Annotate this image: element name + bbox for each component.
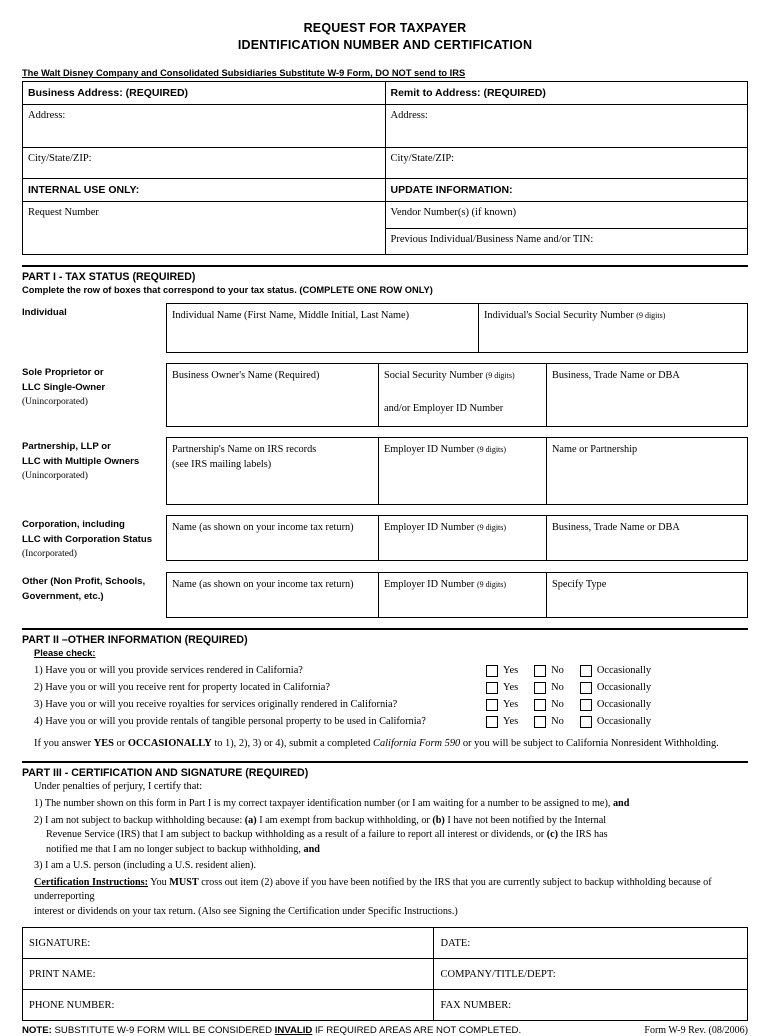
cert-instructions-a: You [148,876,170,888]
certification-item-3: 3) I am a U.S. person (including a U.S. resident alien). [34,860,257,871]
cert-instructions-must: MUST [169,876,199,888]
corporation-name-label: Name (as shown on your income tax return) [172,522,354,533]
option-label-occasionally: Occasionally [596,682,652,693]
label-line2: Government, etc.) [22,591,104,602]
checkbox-icon[interactable] [580,716,592,728]
form-lead-text: The Walt Disney Company and Consolidated Subsidiaries Substitute W-9 Form, DO NOT send to IRS [22,68,466,78]
other-name-field[interactable] [167,573,379,617]
item2-line3-a: notified me that I am no longer subject to backup withholding, [46,843,304,855]
sole-owner-name-label: Business Owner's Name (Required) [172,370,320,381]
question-1-text: 1) Have you or will you provide services rendered in California? [34,665,303,676]
footer-note-b: IF REQUIRED AREAS ARE NOT COMPLETED. [312,1025,522,1036]
question-3-occasionally-option[interactable] [580,696,651,713]
part3-heading: PART III - CERTIFICATION AND SIGNATURE (REQUIRED) [22,767,309,779]
form-title-line1: REQUEST FOR TAXPAYER [303,21,467,35]
question-4-no-option[interactable] [534,713,564,730]
corporation-ein-digits: (9 digits) [476,523,507,532]
part1-subheading: Complete the row of boxes that correspond to your tax status. (COMPLETE ONE ROW ONLY) [22,285,433,295]
business-address-field[interactable]: Address: [23,105,386,148]
item1-and: and [612,798,630,809]
question-4-yes-option[interactable] [486,713,518,730]
label-line1: Other (Non Profit, Schools, [22,576,146,587]
label-line1: Individual [22,307,67,318]
corporation-dba-label: Business, Trade Name or DBA [552,522,680,533]
checkbox-icon[interactable] [534,716,546,728]
other-ein-digits: (9 digits) [476,580,507,589]
label-line2: LLC Single-Owner [22,382,106,393]
item2-line3 [34,843,748,858]
option-label-yes: Yes [503,716,519,727]
option-label-occasionally: Occasionally [596,716,652,727]
certification-instructions [22,876,748,920]
tax-status-label-corporation [22,515,166,562]
footer-note-a: SUBSTITUTE W-9 FORM WILL BE CONSIDERED [51,1025,275,1036]
tax-status-boxes-corporation [166,515,748,561]
option-label-no: No [551,716,564,727]
item2-line2 [34,828,748,843]
part3-divider [22,761,748,763]
item1-text: 1) The number shown on this form in Part I is my correct taxpayer identification number (or I am waiting for a number to be assigned to me), [34,798,613,809]
tax-status-label-other [22,572,166,618]
checkbox-icon[interactable] [534,682,546,694]
question-3-yes-option[interactable] [486,696,518,713]
label-line1: Partnership, LLP or [22,441,111,452]
checkbox-icon[interactable] [580,699,592,711]
footnote-yes: YES [93,738,114,749]
sole-ssn-digits: (9 digits) [485,371,515,380]
checkbox-icon[interactable] [534,665,546,677]
individual-ssn-label: Individual's Social Security Number [484,310,637,321]
footnote-form-name: California Form 590 [373,738,461,749]
partnership-ein-digits: (9 digits) [476,445,507,454]
certification-item-2 [22,814,748,858]
label-line2: LLC with Multiple Owners [22,456,140,467]
individual-name-field[interactable] [167,304,479,352]
print-name-field[interactable]: PRINT NAME: [23,959,434,990]
partnership-name-hint: (see IRS mailing labels) [172,459,272,470]
sole-ssn-ein-field[interactable] [379,364,547,426]
part1-heading: PART I - TAX STATUS (REQUIRED) [22,271,196,283]
partnership-ein-field[interactable] [379,438,547,504]
item2-label-c: (c) [546,829,559,840]
question-1-no-option[interactable] [534,662,564,679]
label-small: (Unincorporated) [22,471,88,481]
item2-line1-a: 2) I am not subject to backup withholding because: [34,814,245,826]
checkbox-icon[interactable] [534,699,546,711]
cert-instructions-c: interest or dividends on your tax return. (Also see Signing the Certification under Specific Instructions.) [34,905,458,917]
tax-status-boxes-partnership [166,437,748,505]
item2-line1-c: I have not been notified by the Internal [444,814,607,826]
tax-status-row-partnership [22,437,748,505]
other-specify-type-field[interactable] [547,573,747,617]
footnote-occasionally: OCCASIONALLY [127,738,212,749]
checkbox-icon[interactable] [486,665,498,677]
question-row-3 [34,696,748,713]
sole-owner-name-field[interactable] [167,364,379,426]
form-revision: Form W-9 Rev. (08/2006) [644,1025,748,1036]
question-row-4 [34,713,748,730]
phone-number-field[interactable]: PHONE NUMBER: [23,990,434,1021]
tax-status-boxes-sole-proprietor [166,363,748,427]
part1-divider [22,265,748,267]
signature-table [22,927,748,1021]
partnership-name-label: Partnership's Name on IRS records [172,444,317,455]
question-3-no-option[interactable] [534,696,564,713]
tax-status-label-sole-proprietor [22,363,166,427]
certification-intro: Under penalties of perjury, I certify that: [34,781,203,792]
question-4-text: 4) Have you or will you provide rentals of tangible personal property to be used in California? [34,716,426,727]
other-specify-type-label: Specify Type [552,579,607,590]
question-4-occasionally-option[interactable] [580,713,651,730]
vendor-number-field[interactable]: Vendor Number(s) (if known) [385,202,748,229]
other-ein-label: Employer ID Number [384,579,477,590]
question-2-occasionally-option[interactable] [580,679,651,696]
sole-dba-field[interactable] [547,364,747,426]
business-address-title: Business Address: (REQUIRED) [23,82,386,105]
question-2-yes-option[interactable] [486,679,518,696]
internal-use-title: INTERNAL USE ONLY: [23,179,386,202]
footer-row [22,1025,748,1036]
label-line2: LLC with Corporation Status [22,534,153,545]
option-label-occasionally: Occasionally [596,699,652,710]
question-row-2 [34,679,748,696]
label-line1: Sole Proprietor or [22,367,104,378]
item2-label-b: (b) [432,814,445,826]
item2-line2-b: the IRS has [558,829,608,840]
other-name-label: Name (as shown on your income tax return) [172,579,354,590]
option-label-no: No [551,699,564,710]
question-1-occasionally-option[interactable] [580,662,651,679]
partnership-name-field[interactable] [167,438,379,504]
individual-ssn-digits: (9 digits) [636,311,666,320]
partnership-dba-label: Name or Partnership [552,444,638,455]
date-field[interactable]: DATE: [434,928,748,959]
footnote-post: or you will be subject to California Nonresident Withholding. [460,738,719,749]
please-check-label: Please check: [34,648,96,658]
sole-ein-label: and/or Employer ID Number [384,403,504,414]
option-label-yes: Yes [503,699,519,710]
corporation-ein-field[interactable] [379,516,547,560]
question-2-text: 2) Have you or will you receive rent for property located in California? [34,682,331,693]
corporation-name-field[interactable] [167,516,379,560]
item2-line2-a: Revenue Service (IRS) that I am subject to backup withholding as a result of a failure to report all interest or dividends, or [46,829,547,840]
option-label-no: No [551,682,564,693]
part2-divider [22,628,748,630]
sole-ssn-label: Social Security Number [384,370,486,381]
individual-name-label: Individual Name (First Name, Middle Initial, Last Name) [172,310,410,321]
checkbox-icon[interactable] [580,682,592,694]
business-city-state-zip-field[interactable]: City/State/ZIP: [23,148,386,179]
footer-note-invalid: INVALID [274,1025,313,1036]
tax-status-row-individual [22,303,748,353]
footer-note-label: NOTE: [22,1025,52,1036]
footnote-mid: to 1), 2), 3) or 4), submit a completed [211,738,374,749]
previous-name-tin-field[interactable]: Previous Individual/Business Name and/or TIN: [385,228,748,255]
checkbox-icon[interactable] [486,682,498,694]
item2-line1-b: I am exempt from backup withholding, or [256,814,433,826]
footnote-or: or [113,738,128,749]
remit-address-field[interactable]: Address: [385,105,748,148]
tax-status-boxes-other [166,572,748,618]
tax-status-row-sole-proprietor [22,363,748,427]
company-title-dept-field[interactable]: COMPANY/TITLE/DEPT: [434,959,748,990]
other-ein-field[interactable] [379,573,547,617]
footer-note [22,1025,521,1036]
update-information-title: UPDATE INFORMATION: [385,179,748,202]
checkbox-icon[interactable] [580,665,592,677]
tax-status-row-corporation [22,515,748,562]
footnote-pre: If you answer [34,738,94,749]
label-small: (Unincorporated) [22,397,88,407]
label-line1: Corporation, including [22,519,125,530]
item2-and: and [303,843,320,855]
sole-dba-label: Business, Trade Name or DBA [552,370,680,381]
partnership-dba-field[interactable] [547,438,747,504]
label-small: (Incorporated) [22,549,77,559]
checkbox-icon[interactable] [486,716,498,728]
checkbox-icon[interactable] [486,699,498,711]
cert-instructions-b: cross out item (2) above if you have been notified by the IRS that you are currently subject to backup withholding because of underreporting [34,876,712,902]
question-1-yes-option[interactable] [486,662,518,679]
certification-item-1 [22,797,748,812]
corporation-ein-label: Employer ID Number [384,522,477,533]
fax-number-field[interactable]: FAX NUMBER: [434,990,748,1021]
tax-status-label-individual [22,303,166,353]
remit-city-state-zip-field[interactable]: City/State/ZIP: [385,148,748,179]
partnership-ein-label: Employer ID Number [384,444,477,455]
option-label-yes: Yes [503,682,519,693]
corporation-dba-field[interactable] [547,516,747,560]
question-row-1 [34,662,748,679]
tax-status-boxes-individual [166,303,748,353]
option-label-yes: Yes [503,665,519,676]
question-2-no-option[interactable] [534,679,564,696]
tax-status-label-partnership [22,437,166,505]
tax-status-row-other [22,572,748,618]
signature-field[interactable]: SIGNATURE: [23,928,434,959]
request-number-field[interactable]: Request Number [23,202,386,255]
item2-label-a: (a) [244,814,257,826]
address-block-table [22,81,748,255]
individual-ssn-field[interactable] [479,304,747,352]
form-title-line2: IDENTIFICATION NUMBER AND CERTIFICATION [237,38,533,52]
cert-instructions-label: Certification Instructions: [34,876,149,888]
part2-heading: PART II –OTHER INFORMATION (REQUIRED) [22,634,248,646]
option-label-no: No [551,665,564,676]
part2-footnote [34,736,748,751]
option-label-occasionally: Occasionally [596,665,652,676]
question-3-text: 3) Have you or will you receive royalties for services originally rendered in California? [34,699,398,710]
remit-address-title: Remit to Address: (REQUIRED) [385,82,748,105]
